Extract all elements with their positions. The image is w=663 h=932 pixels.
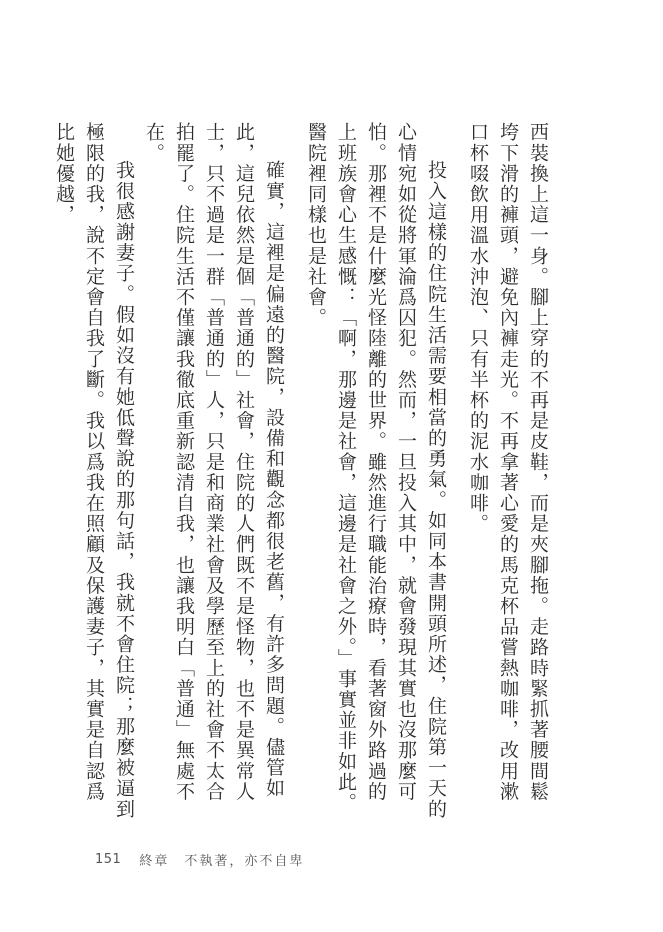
running-chapter-title: 終章 不執著，亦不自卑 xyxy=(139,853,305,869)
paragraph-continued: 西裝換上這一身。腳上穿的不再是皮鞋，而是夾腳拖。走路時緊抓著腰間鬆垮下滑的褲頭，避免內褲走光。不再拿著心愛的馬克杯品嘗熱咖啡，改用漱口杯啜飲用溫水沖泡、只有半杯的泥水咖啡。 xyxy=(467,122,549,802)
paragraph-hospital-courage: 投入這樣的住院生活需要相當的勇氣。如同本書開頭所述，住院第一天的心情宛如從將軍淪爲囚犯。然而，一旦投入其中，就會發現其實也沒那麼可怕。那裡不是什麼光怪陸離的世界。雖然進行職能治療時，看著窗外路過的上班族會心生感慨：「啊，那邊是社會，這邊是社會之外。」事實並非如此。醫院裡同樣也是社會。 xyxy=(305,122,447,820)
page-number: 151 xyxy=(95,851,122,867)
page-footer xyxy=(95,848,304,870)
vertical-text-body xyxy=(49,122,553,822)
paragraph-ordinary-society: 確實，這裡是偏遠的醫院，設備和觀念都很老舊，有許多問題。儘管如此，這兒依然是個「普通的」社會，住院的人們既不是怪物，也不是異常人士，只不過是一群「普通的」人，只是和商業社會及學歷至上的社會不太合拍罷了。住院生活不僅讓我徹底重新認清自我，也讓我明白「普通」無處不在。 xyxy=(143,122,285,802)
paragraph-thanks-wife: 我很感謝妻子。假如沒有她低聲說的那句話，我就不會住院；那麼被逼到極限的我，說不定會自我了斷。我以爲我在照顧及保護妻子，其實是自認爲比她優越， xyxy=(53,122,135,820)
